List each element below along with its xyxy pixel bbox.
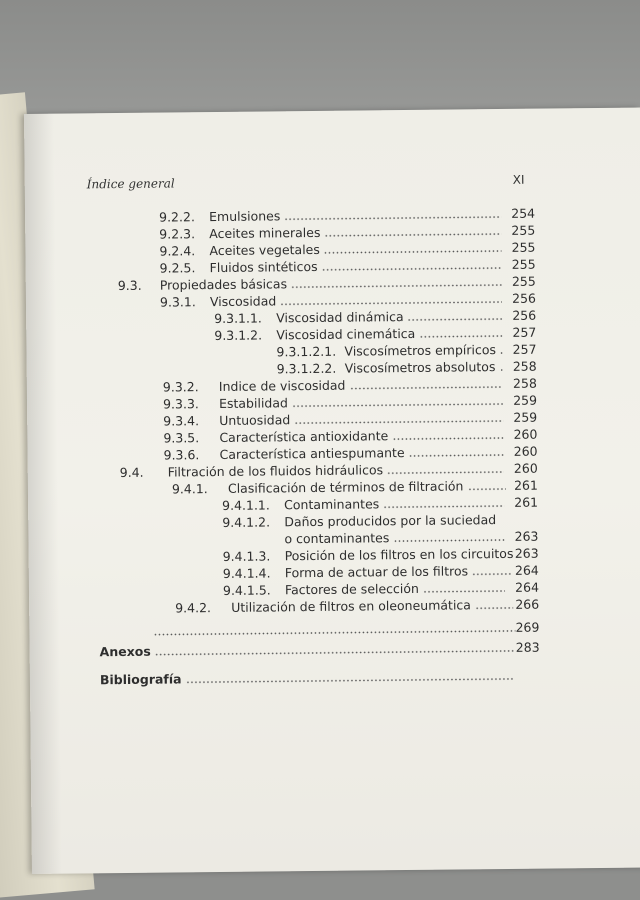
dot-leader: [294, 420, 503, 424]
toc-entry-number: 9.4.1.4.: [222, 565, 271, 581]
toc-entry-title: Indice de viscosidad: [218, 377, 346, 394]
toc-entry-title: Viscosímetros absolutos: [344, 359, 496, 376]
toc-entry-title: Característica antiespumante: [219, 445, 405, 462]
toc-entry-page: 269: [515, 619, 540, 635]
toc-entry-number: 9.3.1.2.1.: [276, 343, 337, 360]
toc-entry-page: 261: [514, 494, 539, 510]
toc-entry-page: 263: [514, 545, 539, 561]
toc-entry-page: 256: [512, 290, 537, 306]
toc-entry-number: 9.3.1.1.: [214, 310, 262, 327]
dot-leader: [153, 630, 515, 636]
toc-entry-number: 9.3.2.: [162, 379, 199, 395]
table-of-contents: [24, 108, 640, 874]
toc-entry-title: o contaminantes: [284, 530, 390, 547]
toc-entry-number: 9.2.5.: [159, 260, 196, 276]
dot-leader: [292, 403, 503, 407]
toc-entry-number: 9.3.6.: [163, 447, 200, 463]
dot-leader: [387, 471, 504, 474]
toc-entry-page: 259: [513, 409, 538, 425]
toc-entry-page: 255: [511, 273, 536, 289]
toc-entry-title: Aceites vegetales: [209, 241, 320, 259]
dot-leader: [350, 386, 501, 390]
toc-entry-title: Viscosidad dinámica: [276, 309, 404, 326]
dot-leader: [291, 284, 502, 288]
toc-entry-title: Viscosímetros empíricos: [344, 342, 497, 359]
toc-entry-title: Fluidos sintéticos: [209, 258, 318, 276]
toc-entry-page: 257: [512, 324, 537, 340]
toc-entry: [30, 638, 640, 661]
toc-entry-number: 9.4.1.5.: [222, 582, 271, 598]
toc-entry-number: 9.2.4.: [159, 243, 196, 259]
toc-entry-page: 258: [512, 358, 537, 374]
toc-entry-title: Filtración de los fluidos hidráulicos: [167, 462, 384, 480]
toc-entry-page: 263: [514, 528, 539, 544]
dot-leader: [155, 650, 516, 656]
toc-entry-page: 259: [513, 392, 538, 408]
toc-entry-page: 258: [512, 375, 537, 391]
toc-entry-number: 9.3.4.: [163, 413, 200, 429]
toc-entry-title: Untuosidad: [219, 412, 291, 428]
dot-leader: [423, 590, 505, 593]
toc-entry-title: Característica antioxidante: [219, 428, 389, 445]
dot-leader: [500, 369, 503, 371]
dot-leader: [323, 250, 501, 254]
toc-entry-title: Estabilidad: [218, 395, 288, 411]
dot-leader: [324, 233, 501, 237]
toc-entry: [30, 666, 640, 689]
toc-entry-number: 9.3.1.2.2.: [276, 360, 337, 377]
dot-leader: [407, 318, 502, 321]
dot-leader: [419, 335, 502, 338]
toc-entry-number: 9.3.1.: [159, 294, 196, 310]
toc-entry-title: Posición de los filtros en los circuitos: [284, 545, 514, 564]
toc-entry-title: Contaminantes: [284, 496, 380, 513]
toc-entry-page: 255: [511, 222, 536, 238]
toc-entry-page: 266: [515, 596, 540, 612]
toc-entry-title: Emulsiones: [209, 208, 281, 225]
toc-entry-page: 256: [512, 307, 537, 323]
toc-entry-number: 9.3.1.2.: [214, 327, 263, 344]
toc-entry-number: 9.4.1.2.: [222, 514, 271, 530]
toc-entry-title: Viscosidad: [209, 293, 277, 310]
toc-entry-title: Utilización de filtros en oleoneumática: [231, 597, 471, 615]
book-page: [24, 108, 640, 874]
toc-entry-number: 9.4.1.: [171, 481, 208, 497]
toc-entry-title: Anexos: [99, 643, 151, 660]
toc-entry-title: Bibliografía: [99, 671, 182, 688]
dot-leader: [280, 301, 502, 305]
dot-leader: [392, 437, 503, 440]
dot-leader: [284, 216, 501, 220]
toc-entry-page: 261: [513, 477, 538, 493]
dot-leader: [472, 573, 511, 575]
running-header: Índice general: [86, 176, 175, 192]
dot-leader: [409, 454, 504, 457]
toc-entry-number: 9.4.1.1.: [222, 497, 270, 513]
dot-leader: [393, 539, 504, 542]
dot-leader: [383, 505, 504, 508]
toc-entry-number: 9.4.2.: [175, 600, 212, 616]
toc-entry-number: 9.4.1.3.: [222, 548, 271, 564]
toc-entry-page: 255: [511, 239, 536, 255]
toc-entry-page: 264: [515, 579, 540, 595]
toc-entry-number: 9.2.3.: [159, 226, 196, 242]
toc-entry-number: 9.3.: [117, 277, 142, 294]
toc-entry-title: Aceites minerales: [209, 224, 321, 242]
toc-entry-page: 283: [515, 639, 540, 655]
toc-entry-page: 260: [513, 460, 538, 476]
toc-entry-title: Propiedades básicas: [159, 276, 288, 293]
toc-entry-title: Factores de selección: [284, 580, 419, 598]
dot-leader: [322, 267, 502, 271]
toc-entry-number: 9.3.3.: [162, 396, 199, 412]
dot-leader: [475, 607, 513, 609]
toc-entry-page: 264: [514, 562, 539, 578]
toc-entry-number: 9.2.2.: [159, 209, 195, 225]
toc-entry-page: 254: [511, 205, 536, 221]
dot-leader: [468, 488, 506, 490]
dot-leader: [500, 352, 503, 354]
toc-entry-title: Forma de actuar de los filtros: [284, 563, 469, 581]
toc-entry: [29, 618, 640, 641]
page-number-header: XI: [512, 172, 525, 187]
toc-entry-number: 9.4.: [119, 464, 144, 481]
toc-entry-title: Daños producidos por la suciedad: [284, 512, 497, 530]
toc-entry-page: 260: [513, 443, 538, 459]
toc-entry-title: Clasificación de términos de filtración: [227, 478, 464, 496]
toc-entry-page: 255: [511, 256, 536, 272]
toc-entry-title: Viscosidad cinemática: [276, 325, 416, 343]
toc-entry-page: 257: [512, 341, 537, 357]
toc-entry-page: 260: [513, 426, 538, 442]
toc-entry-number: 9.3.5.: [163, 430, 200, 446]
dot-leader: [186, 678, 514, 683]
